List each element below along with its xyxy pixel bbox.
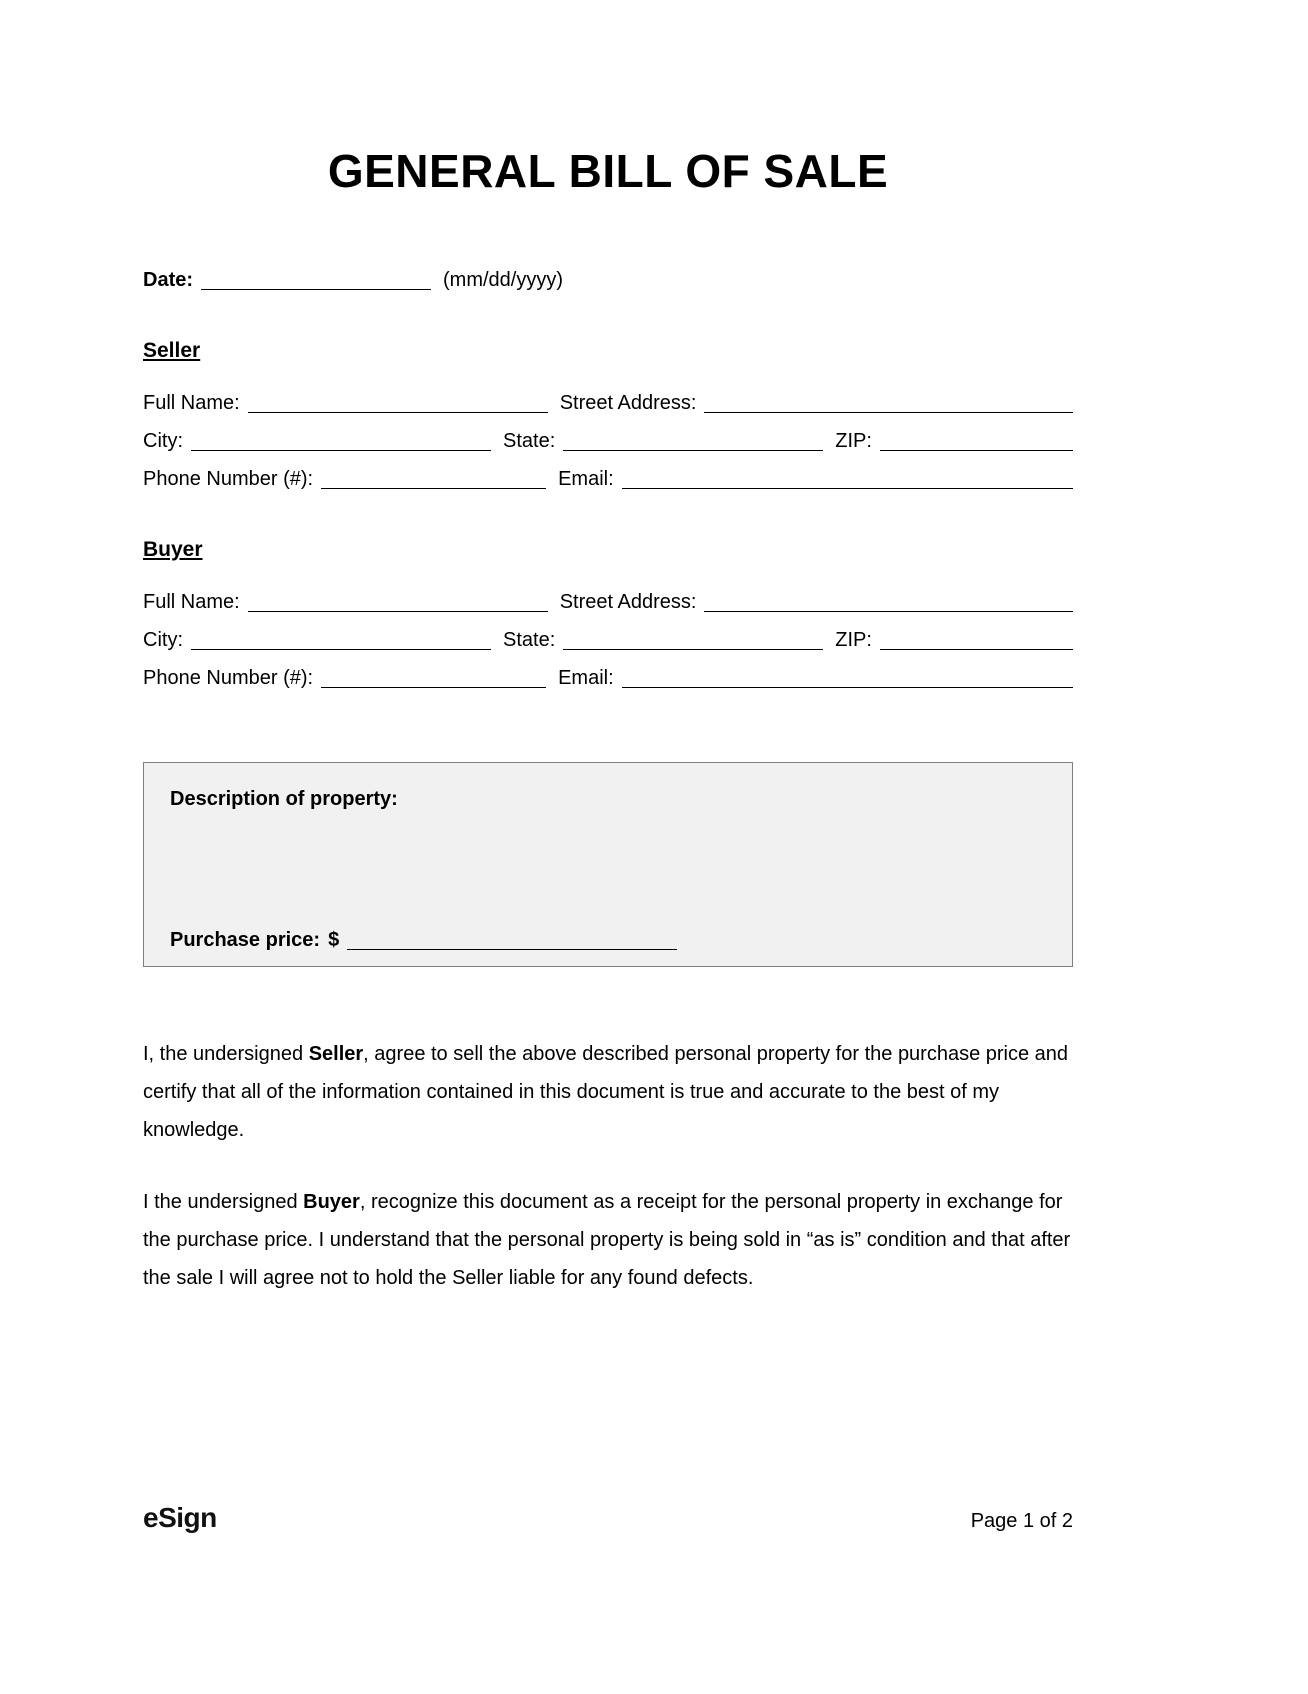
buyer-zip-label: ZIP: [835, 629, 872, 651]
seller-fields [143, 391, 1073, 491]
buyer-fields [143, 590, 1073, 690]
buyer-name-address-row [143, 590, 1073, 614]
buyer-state-field[interactable] [563, 649, 823, 650]
seller-email-field[interactable] [622, 488, 1073, 489]
purchase-price-row [170, 928, 1046, 952]
buyer-full-name-field[interactable] [248, 611, 548, 612]
date-row [143, 268, 1073, 292]
seller-phone-label: Phone Number (#): [143, 468, 314, 490]
buyer-city-field[interactable] [191, 649, 491, 650]
seller-city-label: City: [143, 430, 183, 452]
seller-zip-label: ZIP: [835, 430, 872, 452]
esign-logo: eSign [143, 1502, 217, 1533]
seller-statement-lead: I, the undersigned [143, 1043, 309, 1065]
date-format-hint: (mm/dd/yyyy) [443, 269, 564, 291]
buyer-section-heading: Buyer [143, 538, 203, 561]
buyer-statement-lead: I the undersigned [143, 1191, 304, 1213]
seller-zip-field[interactable] [880, 450, 1073, 451]
document-title: GENERAL BILL OF SALE [327, 145, 889, 197]
seller-section-heading: Seller [143, 339, 201, 362]
buyer-phone-field[interactable] [321, 687, 546, 688]
buyer-email-field[interactable] [622, 687, 1073, 688]
buyer-phone-email-row [143, 666, 1073, 690]
date-field[interactable] [201, 289, 431, 290]
seller-statement-emphasis: Seller [308, 1043, 364, 1065]
seller-street-address-label: Street Address: [559, 392, 697, 414]
buyer-statement-emphasis: Buyer [303, 1191, 360, 1213]
purchase-price-label: Purchase price: [170, 929, 321, 951]
seller-name-address-row [143, 391, 1073, 415]
property-description-label: Description of property: [170, 788, 398, 810]
buyer-zip-field[interactable] [880, 649, 1073, 650]
seller-statement-body: , agree to sell the above described personal property for the purchase price and certify that all of the information contained in this document is true and accurate to the best of my knowledge. [143, 1043, 1069, 1141]
buyer-street-address-label: Street Address: [559, 591, 697, 613]
property-description-box [143, 762, 1073, 967]
buyer-email-label: Email: [558, 667, 614, 689]
buyer-street-address-field[interactable] [704, 611, 1073, 612]
document-content [143, 145, 1073, 1297]
buyer-statement-body: , recognize this document as a receipt for the personal property in exchange for the purchase price. I understand that the personal property is being sold in “as is” condition and that after the sale I will agree not to hold the Seller liable for any found defects. [143, 1191, 1071, 1289]
seller-city-state-zip-row [143, 429, 1073, 453]
seller-state-label: State: [503, 430, 556, 452]
seller-street-address-field[interactable] [704, 412, 1073, 413]
purchase-price-field[interactable] [347, 949, 677, 950]
date-label: Date: [143, 269, 194, 291]
buyer-full-name-label: Full Name: [143, 591, 240, 613]
buyer-city-state-zip-row [143, 628, 1073, 652]
seller-city-field[interactable] [191, 450, 491, 451]
seller-state-field[interactable] [563, 450, 823, 451]
seller-email-label: Email: [558, 468, 614, 490]
buyer-city-label: City: [143, 629, 183, 651]
seller-full-name-field[interactable] [248, 412, 548, 413]
currency-symbol: $ [328, 929, 340, 951]
buyer-statement [143, 1183, 1073, 1297]
seller-statement [143, 1035, 1073, 1149]
page-number: Page 1 of 2 [970, 1510, 1073, 1532]
seller-full-name-label: Full Name: [143, 392, 240, 414]
seller-phone-email-row [143, 467, 1073, 491]
buyer-phone-label: Phone Number (#): [143, 667, 314, 689]
page-footer [143, 1502, 1073, 1534]
buyer-state-label: State: [503, 629, 556, 651]
seller-phone-field[interactable] [321, 488, 546, 489]
